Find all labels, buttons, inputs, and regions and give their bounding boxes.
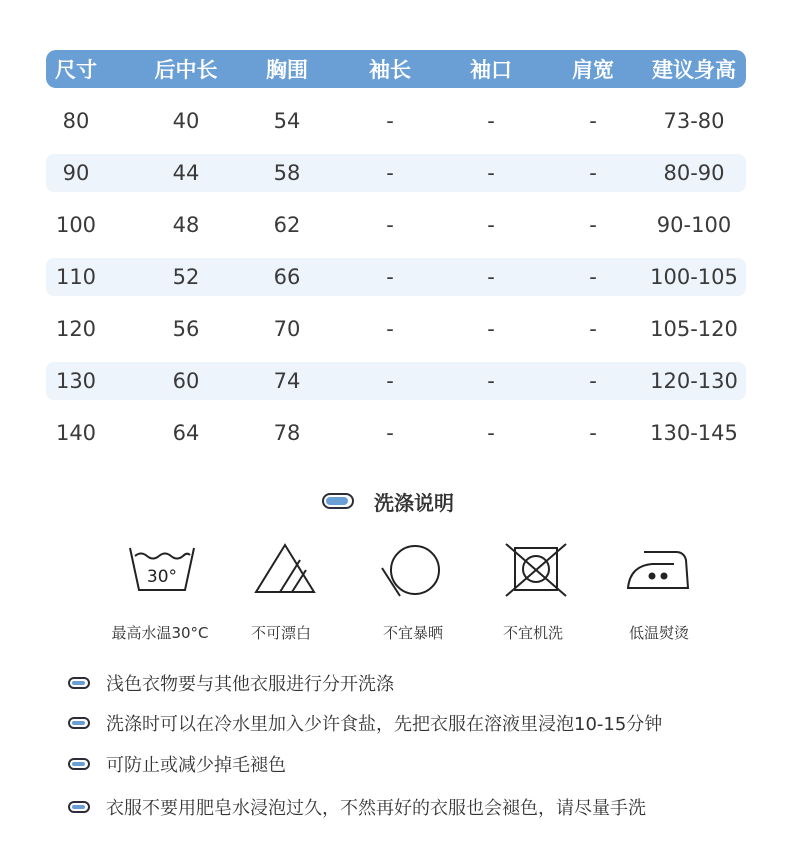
cell-shoulder: -: [589, 161, 597, 185]
cell-back-length: 60: [172, 369, 200, 393]
cell-sleeve-length: -: [386, 161, 394, 185]
cell-size: 90: [62, 161, 90, 185]
no-bleach-icon: [250, 540, 320, 600]
wash-title-text: 洗涤说明: [374, 490, 454, 515]
cell-sleeve-length: -: [386, 421, 394, 445]
cell-shoulder: -: [589, 265, 597, 289]
header-height: 建议身高: [652, 58, 736, 82]
cell-height: 100-105: [650, 265, 738, 289]
cell-chest: 70: [273, 317, 301, 341]
bullet-pill-icon: [68, 758, 90, 770]
cell-cuff: -: [487, 369, 495, 393]
bullet-pill-icon: [68, 677, 90, 689]
care-label-wash-30: 最高水温30°C: [111, 624, 209, 642]
table-row: [46, 102, 746, 140]
cell-shoulder: -: [589, 317, 597, 341]
care-label-no-machine-wash: 不宜机洗: [502, 624, 564, 642]
cell-back-length: 52: [172, 265, 200, 289]
cell-shoulder: -: [589, 369, 597, 393]
cell-sleeve-length: -: [386, 213, 394, 237]
cell-height: 90-100: [656, 213, 732, 237]
cell-chest: 66: [273, 265, 301, 289]
wash-note-text: 可防止或减少掉毛褪色: [106, 755, 286, 776]
cell-shoulder: -: [589, 109, 597, 133]
table-row: [46, 258, 746, 296]
header-sleeve-length: 袖长: [369, 58, 411, 82]
wash-note: [68, 751, 286, 777]
cell-cuff: -: [487, 213, 495, 237]
cell-chest: 74: [273, 369, 301, 393]
table-row: [46, 310, 746, 348]
cell-size: 110: [55, 265, 97, 289]
cell-size: 120: [55, 317, 97, 341]
cell-cuff: -: [487, 161, 495, 185]
cell-height: 80-90: [663, 161, 725, 185]
cell-height: 120-130: [650, 369, 738, 393]
cell-chest: 58: [273, 161, 301, 185]
cell-sleeve-length: -: [386, 317, 394, 341]
low-iron-icon: [624, 540, 694, 600]
cell-chest: 78: [273, 421, 301, 445]
size-table: [46, 50, 746, 452]
wash-note-text: 洗涤时可以在冷水里加入少许食盐，先把衣服在溶液里浸泡10-15分钟: [106, 714, 663, 735]
care-label-no-sun-dry: 不宜暴晒: [382, 624, 444, 642]
bullet-pill-icon: [68, 801, 90, 813]
wash-note: [68, 670, 394, 696]
wash-30-icon: [127, 540, 197, 600]
no-sun-dry-icon: [378, 540, 448, 600]
wash-note-text: 衣服不要用肥皂水浸泡过久，不然再好的衣服也会褪色，请尽量手洗: [106, 798, 646, 819]
cell-shoulder: -: [589, 421, 597, 445]
cell-cuff: -: [487, 421, 495, 445]
table-row: [46, 154, 746, 192]
care-label-low-iron: 低温熨烫: [628, 624, 690, 642]
cell-size: 80: [62, 109, 90, 133]
cell-size: 140: [55, 421, 97, 445]
cell-chest: 62: [273, 213, 301, 237]
table-row: [46, 206, 746, 244]
cell-back-length: 48: [172, 213, 200, 237]
header-shoulder: 肩宽: [572, 58, 614, 82]
wash-note: [68, 710, 662, 736]
header-cuff: 袖口: [470, 58, 512, 82]
header-size: 尺寸: [55, 58, 97, 82]
wash-temp-text: 30°: [146, 567, 178, 587]
wash-section-title: [322, 486, 454, 516]
bullet-pill-icon: [68, 717, 90, 729]
wash-note-text: 浅色衣物要与其他衣服进行分开洗涤: [106, 674, 394, 695]
table-row: [46, 414, 746, 452]
cell-height: 105-120: [650, 317, 738, 341]
table-row: [46, 362, 746, 400]
cell-back-length: 56: [172, 317, 200, 341]
cell-back-length: 44: [172, 161, 200, 185]
cell-size: 130: [55, 369, 97, 393]
cell-chest: 54: [273, 109, 301, 133]
cell-sleeve-length: -: [386, 109, 394, 133]
header-chest: 胸围: [266, 58, 308, 82]
cell-back-length: 40: [172, 109, 200, 133]
cell-sleeve-length: -: [386, 265, 394, 289]
cell-size: 100: [55, 213, 97, 237]
cell-back-length: 64: [172, 421, 200, 445]
cell-sleeve-length: -: [386, 369, 394, 393]
cell-cuff: -: [487, 317, 495, 341]
pill-icon: [322, 493, 354, 509]
care-label-no-bleach: 不可漂白: [250, 624, 312, 642]
cell-shoulder: -: [589, 213, 597, 237]
header-back-length: 后中长: [154, 58, 218, 82]
table-header: [46, 50, 746, 88]
cell-cuff: -: [487, 265, 495, 289]
cell-height: 73-80: [663, 109, 725, 133]
cell-height: 130-145: [650, 421, 738, 445]
no-machine-wash-icon: [501, 540, 571, 600]
cell-cuff: -: [487, 109, 495, 133]
wash-note: [68, 794, 646, 820]
